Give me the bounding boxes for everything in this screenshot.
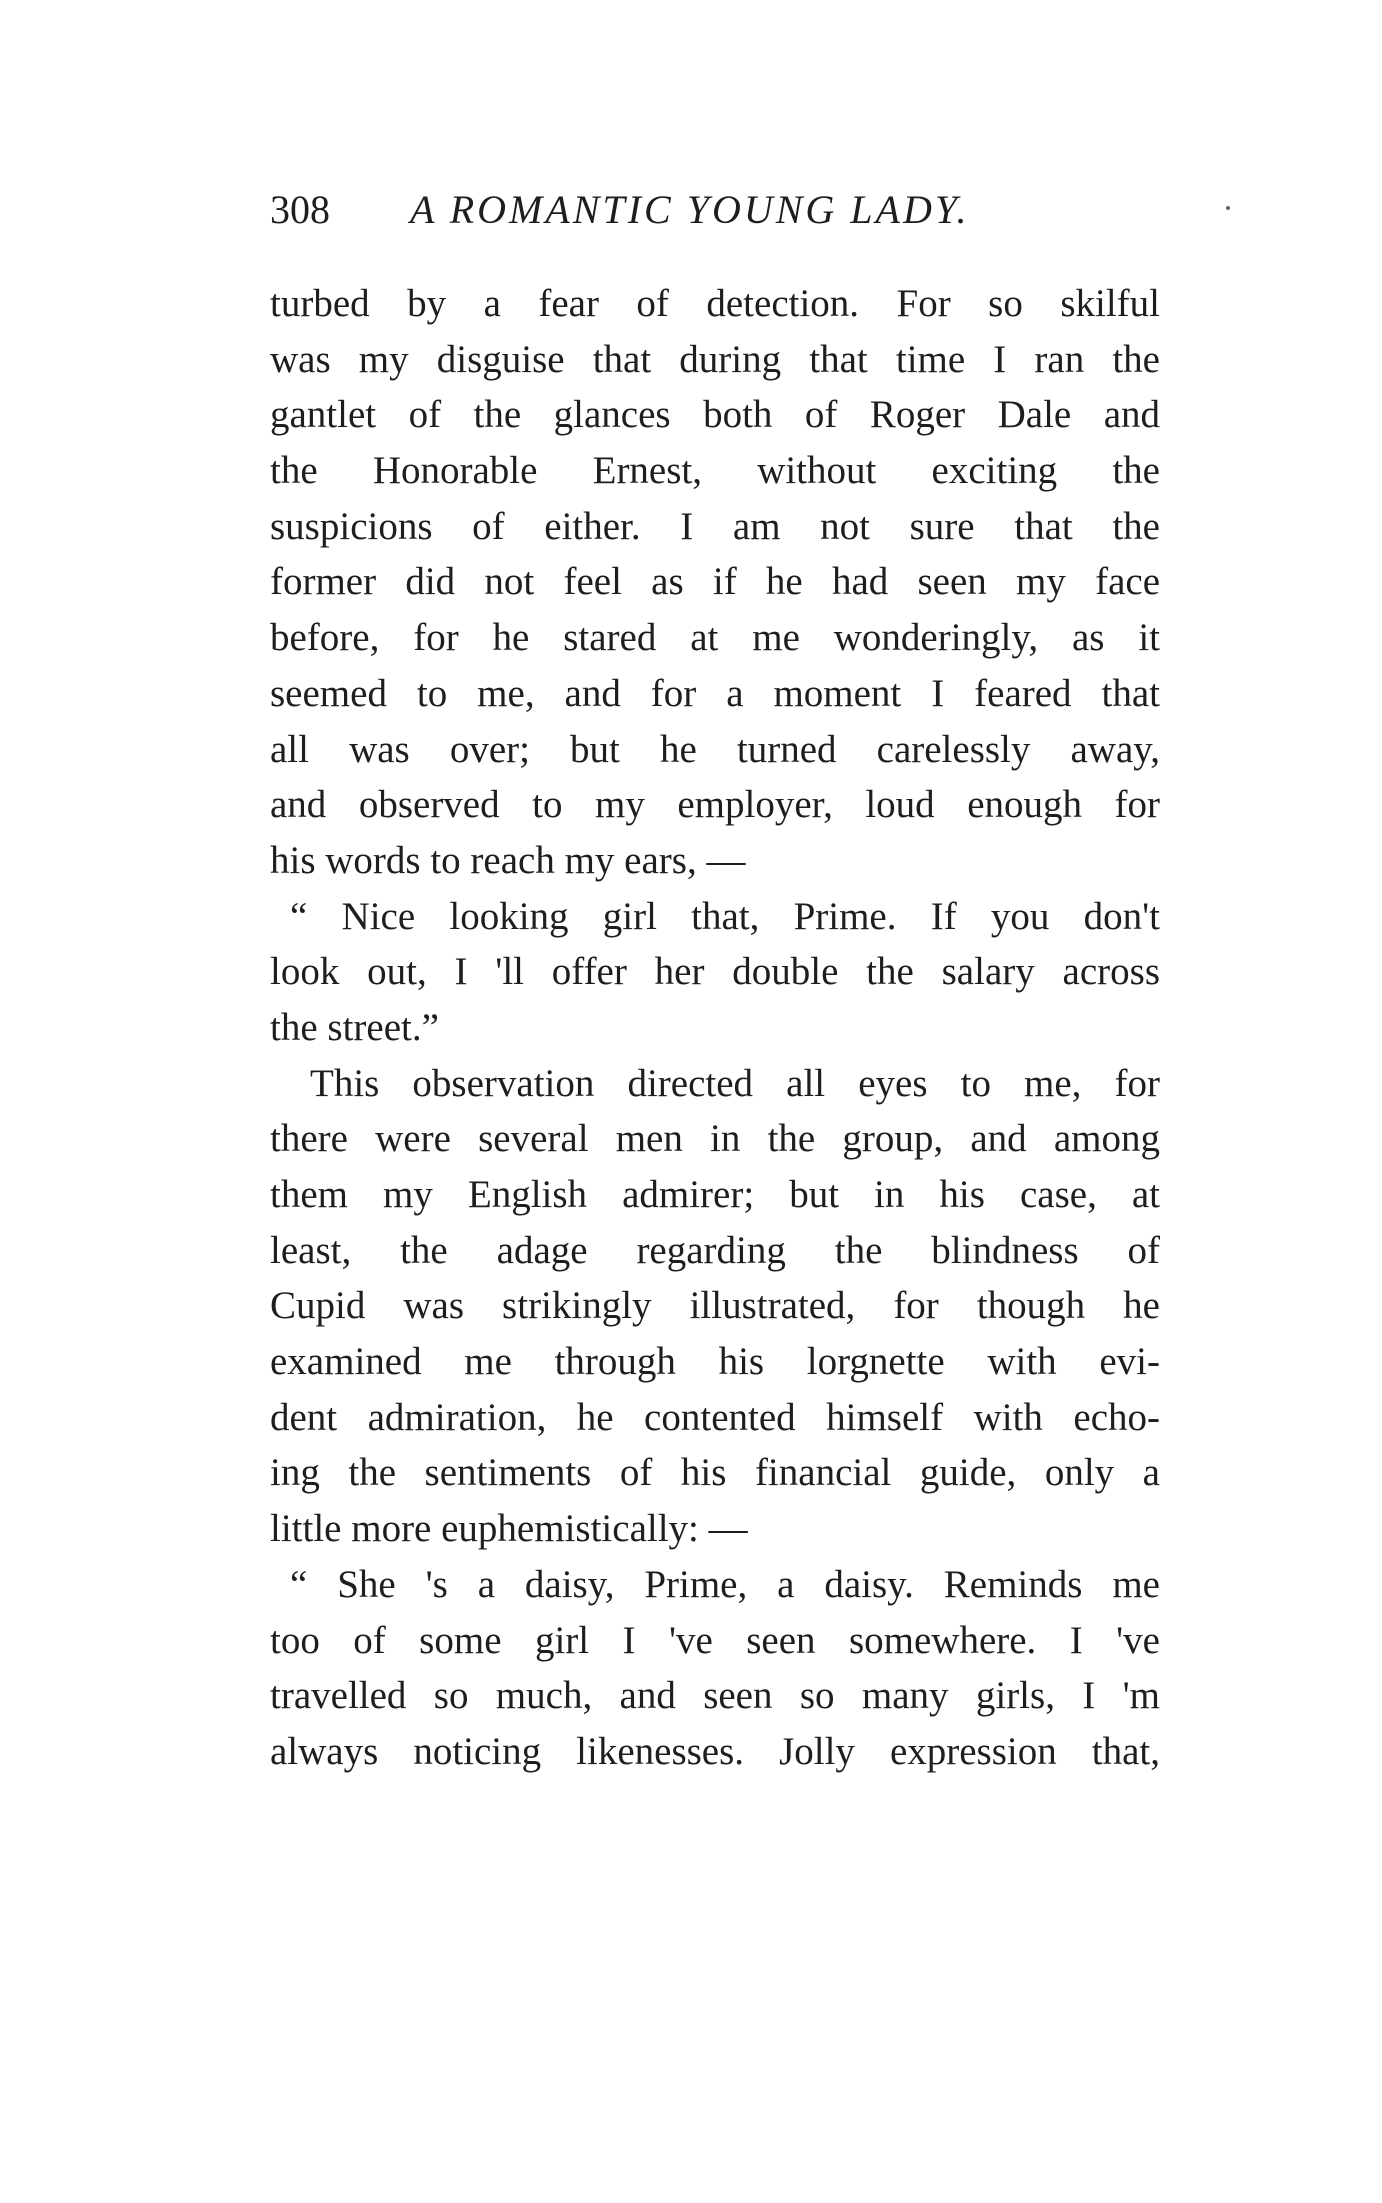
text-line: and observed to my employer, loud enough for <box>270 783 1160 827</box>
text-line: the street.” <box>270 1005 439 1049</box>
text-line: little more euphemistically: — <box>270 1507 748 1551</box>
text-line: Cupid was strikingly illustrated, for though he <box>270 1284 1160 1328</box>
text-line: too of some girl I 've seen somewhere. I 've <box>270 1618 1160 1662</box>
text-line: all was over; but he turned carelessly away, <box>270 727 1160 771</box>
text-line: the Honorable Ernest, without exciting the <box>270 449 1160 493</box>
text-line: always noticing likenesses. Jolly expression that, <box>270 1729 1160 1773</box>
text-line: dent admiration, he contented himself with echo- <box>270 1395 1160 1439</box>
text-line: his words to reach my ears, — <box>270 838 746 882</box>
print-speck <box>1226 206 1230 210</box>
text-line: former did not feel as if he had seen my face <box>270 560 1160 604</box>
text-line: there were several men in the group, and among <box>270 1117 1160 1161</box>
text-line: suspicions of either. I am not sure that the <box>270 504 1160 548</box>
running-title: A ROMANTIC YOUNG LADY. <box>410 187 970 232</box>
text-line: examined me through his lorgnette with evi- <box>270 1340 1160 1384</box>
text-line: ing the sentiments of his financial guide, only a <box>270 1451 1160 1495</box>
text-line: before, for he stared at me wonderingly, as it <box>270 616 1160 660</box>
text-line: turbed by a fear of detection. For so skilful <box>270 282 1160 325</box>
text-line: “ Nice looking girl that, Prime. If you don't <box>290 894 1160 938</box>
text-line: least, the adage regarding the blindness of <box>270 1228 1160 1272</box>
text-line: seemed to me, and for a moment I feared that <box>270 671 1160 715</box>
text-line: gantlet of the glances both of Roger Dale and <box>270 393 1160 437</box>
page-number: 308 <box>270 187 330 232</box>
running-head <box>270 180 1170 240</box>
body-text <box>270 276 1160 1780</box>
text-line: look out, I 'll offer her double the salary across <box>270 950 1160 994</box>
text-line: travelled so much, and seen so many girls, I 'm <box>270 1674 1160 1718</box>
text-line: “ She 's a daisy, Prime, a daisy. Reminds me <box>290 1562 1160 1606</box>
text-line: was my disguise that during that time I ran the <box>270 337 1160 381</box>
text-line: This observation directed all eyes to me, for <box>310 1061 1160 1105</box>
text-line: them my English admirer; but in his case, at <box>270 1173 1160 1216</box>
